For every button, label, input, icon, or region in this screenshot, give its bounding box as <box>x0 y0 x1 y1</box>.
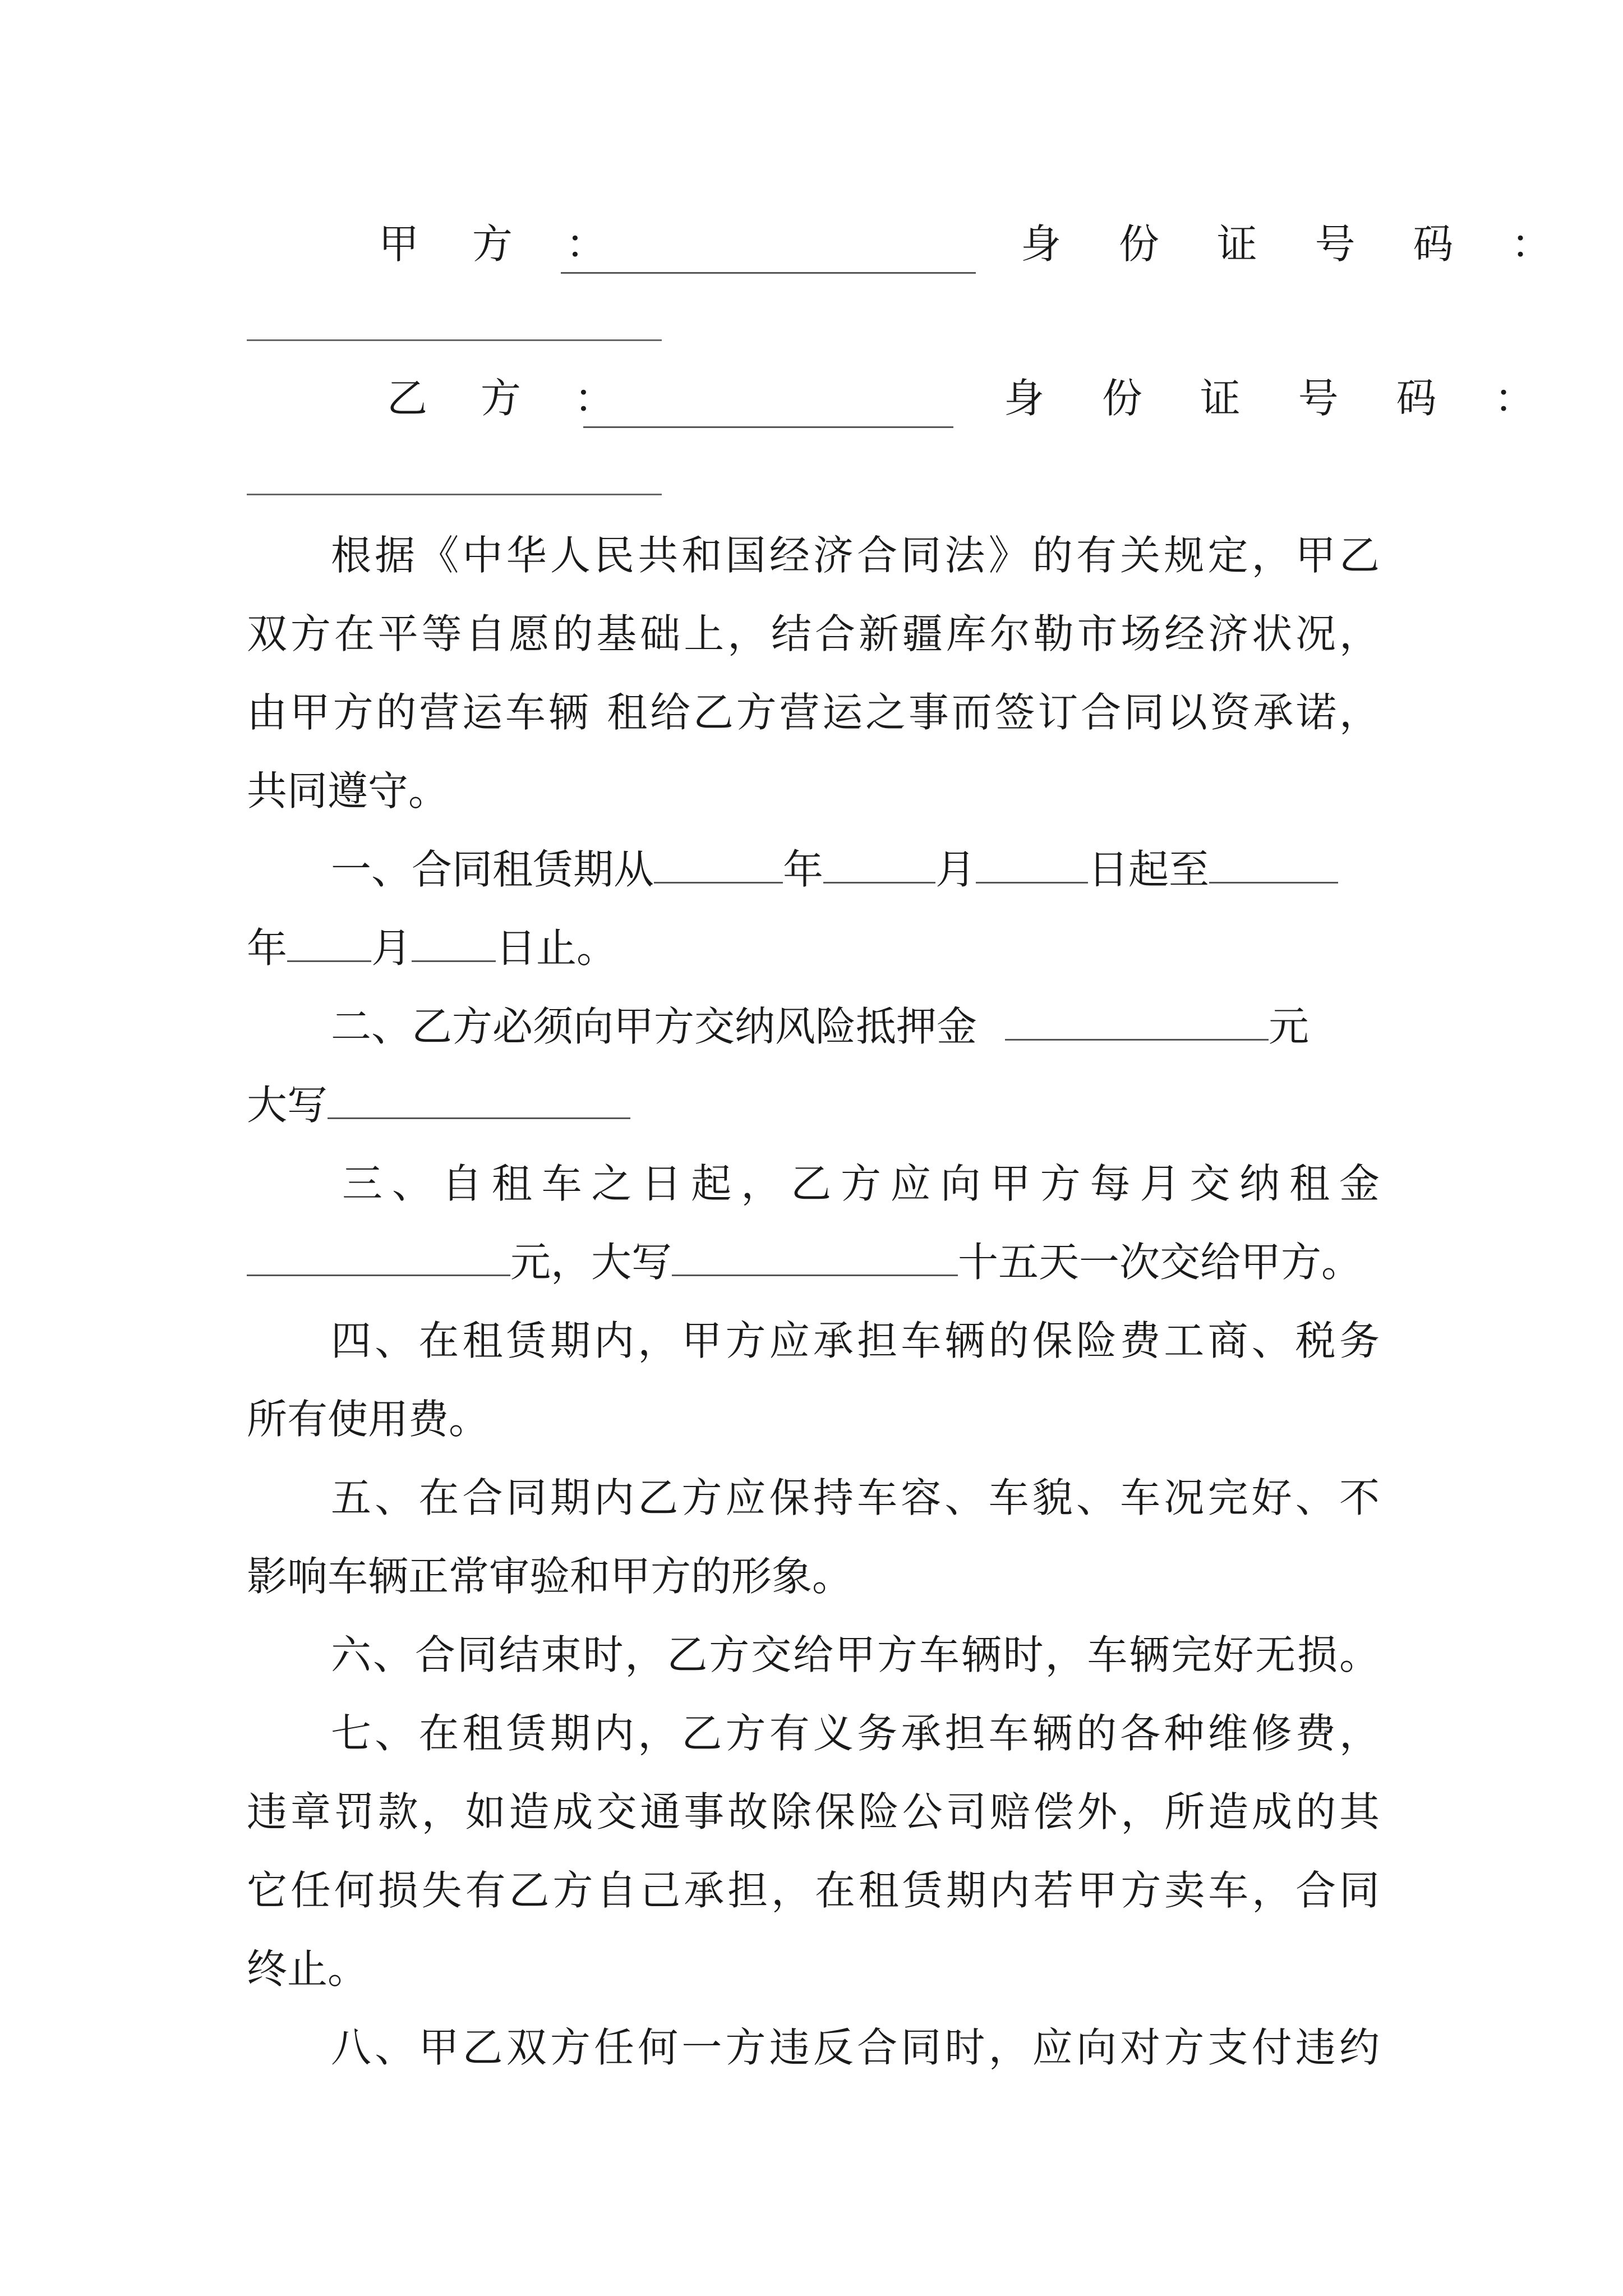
clause-3-line-1: 三、自租车之日起，乙方应向甲方每月交纳租金 <box>342 1160 1380 1207</box>
clause-1-line-2 <box>247 909 1380 987</box>
rent-unit: 元，大写 <box>510 1239 672 1286</box>
party-a-name-blank <box>561 222 976 274</box>
clause-4-line-2: 所有使用费。 <box>247 1396 490 1443</box>
clause-3-line-2 <box>247 1223 1380 1301</box>
clause-5-line-1: 五、在合同期内乙方应保持车容、车貌、车况完好、不 <box>331 1474 1380 1521</box>
party-b-row <box>247 359 1557 438</box>
clause-7-line-3: 它任何损失有乙方自己承担，在租赁期内若甲方卖车，合同 <box>247 1867 1380 1914</box>
clause-6-line-1: 六、合同结束时，乙方交给甲方车辆时，车辆完好无损。 <box>331 1631 1380 1678</box>
party-b-id-label: 身 份 证 号 码 ： <box>1004 375 1557 422</box>
end-day-blank <box>412 910 496 962</box>
clause-8-line-1: 八、甲乙双方任何一方违反合同时，应向对方支付违约 <box>331 2024 1380 2071</box>
party-a-id-blank <box>247 339 662 341</box>
clause-2-text: 二、乙方必须向甲方交纳风险抵押金 <box>331 1003 978 1050</box>
start-day-blank <box>976 831 1088 884</box>
start-year-blank <box>654 831 783 884</box>
start-day-label: 日起至 <box>1088 846 1210 893</box>
rent-tail: 十五天一次交给甲方。 <box>958 1239 1362 1286</box>
deposit-daxie-label: 大写 <box>247 1082 328 1129</box>
end-day-label: 日止。 <box>496 924 617 972</box>
end-year-label: 年 <box>247 924 288 972</box>
end-year-blank <box>1209 831 1338 884</box>
party-b-name-blank <box>583 376 953 428</box>
intro-line-2: 双方在平等自愿的基础上，结合新疆库尔勒市场经济状况， <box>247 610 1380 657</box>
clause-7-line-4: 终止。 <box>247 1945 368 1993</box>
rent-amount-blank <box>247 1224 510 1276</box>
start-month-blank <box>823 831 935 884</box>
party-a-row <box>247 205 1574 283</box>
rent-daxie-blank <box>672 1224 958 1276</box>
intro-line-4: 共同遵守。 <box>247 767 449 815</box>
clause-7-line-1: 七、在租赁期内，乙方有义务承担车辆的各种维修费， <box>331 1710 1380 1757</box>
end-month-label: 月 <box>371 924 412 972</box>
end-month-blank <box>287 910 371 962</box>
clause-7-line-2: 违章罚款，如造成交通事故除保险公司赔偿外，所造成的其 <box>247 1788 1380 1835</box>
clause-1-line-1 <box>247 830 1380 909</box>
start-year-label: 年 <box>783 846 824 893</box>
party-b-id-blank <box>247 494 662 495</box>
intro-line-3: 由甲方的营运车辆 租给乙方营运之事而签订合同以资承诺， <box>247 689 1380 736</box>
deposit-daxie-blank <box>328 1067 630 1119</box>
party-a-label: 甲 方 ： <box>379 220 626 268</box>
party-a-id-label: 身 份 证 号 码 ： <box>1021 220 1574 268</box>
start-month-label: 月 <box>935 846 976 893</box>
intro-line-1: 根据《中华人民共和国经济合同法》的有关规定，甲乙 <box>331 532 1380 579</box>
deposit-unit: 元 <box>1269 1003 1310 1050</box>
clause-4-line-1: 四、在租赁期内，甲方应承担车辆的保险费工商、税务 <box>331 1317 1380 1364</box>
clause-1-text: 一、合同租赁期从 <box>331 846 654 893</box>
party-b-label: 乙 方 ： <box>387 375 635 422</box>
clause-2-line-2 <box>247 1066 1380 1144</box>
deposit-amount-blank <box>1005 988 1269 1041</box>
clause-2-line-1 <box>247 987 1380 1066</box>
clause-5-line-2: 影响车辆正常审验和甲方的形象。 <box>247 1553 853 1600</box>
